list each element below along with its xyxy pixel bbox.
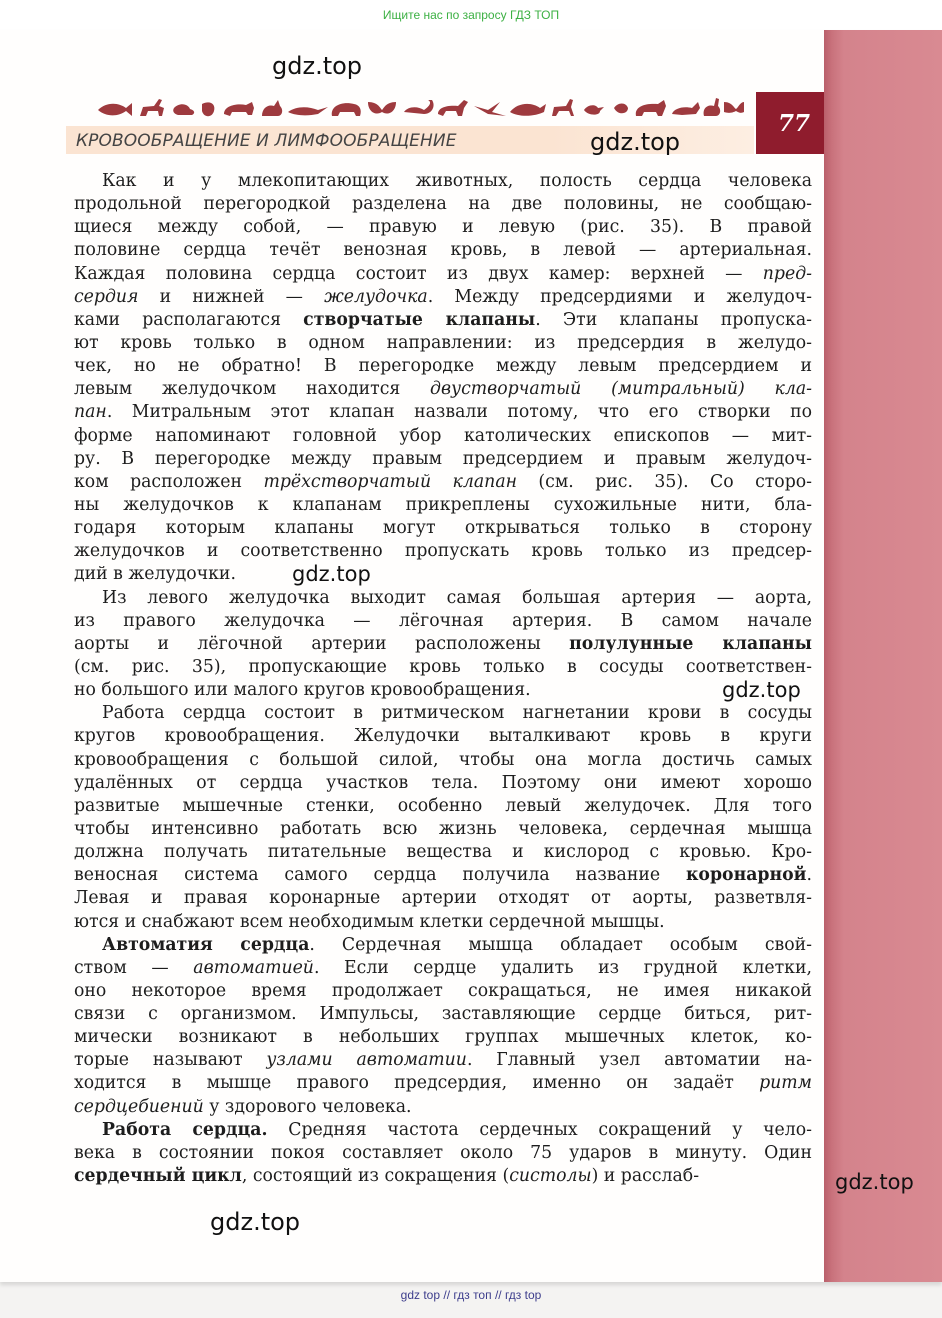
text-line bbox=[74, 378, 812, 401]
text-line bbox=[74, 286, 812, 309]
text-segment: . bbox=[806, 865, 812, 886]
text-segment: чтобы интенсивно работать всю жизнь человека, сердечная мышца bbox=[74, 818, 812, 839]
watermark: gdz.top bbox=[292, 562, 371, 586]
text-line bbox=[74, 1165, 812, 1188]
goat-icon bbox=[552, 99, 574, 116]
text-segment: ходится в мышце правого предсердия, именно он задаёт bbox=[74, 1073, 760, 1094]
text-line bbox=[74, 725, 812, 748]
text-line bbox=[74, 818, 812, 841]
text-line bbox=[74, 309, 812, 332]
beetle-icon bbox=[196, 102, 220, 116]
text-segment: ны желудочков к клапанам прикреплены сухожильные нити, бла- bbox=[74, 494, 812, 515]
bold-term: Работа сердца. bbox=[102, 1119, 268, 1140]
text-segment: половине сердца течёт венозная кровь, в левой — артериальная. bbox=[74, 240, 812, 261]
footer-link[interactable]: gdz top bbox=[400, 1288, 441, 1302]
text-segment: века в состоянии покоя составляет около 75 ударов в минуту. Один bbox=[74, 1142, 812, 1163]
horse-icon bbox=[438, 100, 468, 116]
text-segment: . Митральным этот клапан назвали потому, что его створки по bbox=[106, 402, 812, 423]
text-line bbox=[74, 355, 812, 378]
text-line bbox=[74, 1003, 812, 1026]
text-segment: мически возникают в небольших группах мышечных клеток, ко- bbox=[74, 1027, 812, 1048]
text-line bbox=[74, 1072, 812, 1095]
text-line bbox=[74, 216, 812, 239]
text-segment: Работа сердца состоит в ритмическом нагнетании крови в сосуды bbox=[102, 703, 812, 724]
animal-silhouettes-ornament bbox=[96, 94, 744, 122]
text-segment: ются и снабжают всем необходимым клетки сердечной мышцы. bbox=[74, 911, 665, 932]
bold-term: сердечный цикл bbox=[74, 1166, 242, 1187]
text-line bbox=[74, 1119, 812, 1142]
text-segment: . Сердечная мышца обладает особым свой- bbox=[309, 934, 812, 955]
section-title: КРОВООБРАЩЕНИЕ И ЛИМФООБРАЩЕНИЕ bbox=[76, 131, 457, 151]
moth-icon bbox=[724, 102, 744, 113]
text-segment: но большого или малого кругов кровообращения. bbox=[74, 680, 531, 701]
text-segment: форме напоминают головной убор католических епископов — мит- bbox=[74, 425, 812, 446]
text-segment: Каждая половина сердца состоит из двух камер: верхней — bbox=[74, 263, 763, 284]
fox-icon bbox=[672, 102, 700, 115]
lizard-icon bbox=[288, 107, 328, 115]
deer-icon bbox=[140, 99, 164, 116]
text-segment: ) и расслаб- bbox=[591, 1166, 700, 1187]
text-segment: Левая и правая коронарные артерии отходят от аорты, разветвля- bbox=[74, 888, 812, 909]
fish-icon bbox=[98, 103, 132, 116]
watermark: gdz.top bbox=[210, 1208, 301, 1236]
textbook-page bbox=[0, 30, 942, 1282]
text-segment: (см. рис. 35). Со сторо- bbox=[517, 471, 812, 492]
text-segment: желудочков и соответственно пропускать кровь только из предсер- bbox=[74, 541, 812, 562]
cat-icon bbox=[262, 100, 282, 116]
bison-icon bbox=[332, 103, 361, 116]
text-segment: продольной перегородкой разделена на две половины, не сообщаю- bbox=[74, 194, 812, 215]
text-line bbox=[74, 448, 812, 471]
watermark: gdz.top bbox=[722, 678, 801, 702]
text-line bbox=[74, 263, 812, 286]
italic-term: пред- bbox=[762, 263, 812, 284]
text-segment: . Между предсердиями и желудоч- bbox=[427, 286, 812, 307]
text-segment: Как и у млекопитающих животных, полость сердца человека bbox=[102, 171, 812, 191]
text-line bbox=[74, 795, 812, 818]
text-line bbox=[74, 702, 812, 725]
search-hint-banner: Ищите нас по запросу ГДЗ ТОП bbox=[0, 0, 942, 30]
text-segment: левым желудочком находится bbox=[74, 379, 431, 400]
text-line bbox=[74, 1142, 812, 1165]
text-segment: кровообращения с большой силой, чтобы она могла достичь самых bbox=[74, 749, 812, 770]
text-segment: торые называют bbox=[74, 1050, 267, 1071]
text-line bbox=[74, 1049, 812, 1072]
page-number: 77 bbox=[777, 110, 810, 137]
text-line bbox=[74, 1096, 812, 1119]
text-line bbox=[74, 980, 812, 1003]
text-line bbox=[74, 841, 812, 864]
text-segment: связи с организмом. Импульсы, заставляющие сердце биться, рит- bbox=[74, 1004, 812, 1025]
text-line bbox=[74, 332, 812, 355]
text-segment: оно некоторое время продолжает сокращаться, не имея никакой bbox=[74, 980, 812, 1001]
italic-term: систолы bbox=[509, 1166, 592, 1187]
text-segment: . Эти клапаны пропуска- bbox=[535, 309, 812, 330]
bold-term: полулунные клапаны bbox=[569, 633, 812, 654]
text-line bbox=[74, 864, 812, 887]
text-segment: у здорового человека. bbox=[203, 1096, 412, 1117]
text-segment: ют кровь только в одном направлении: из предсердия в желудо- bbox=[74, 332, 812, 353]
body-text bbox=[74, 170, 812, 1188]
text-segment: веносная система самого сердца получила название bbox=[74, 865, 686, 886]
dolphin-icon bbox=[510, 104, 546, 116]
hare-icon bbox=[704, 98, 721, 116]
boar-icon bbox=[224, 102, 254, 116]
bold-term: створчатые клапаны bbox=[303, 309, 536, 330]
text-line bbox=[74, 610, 812, 633]
italic-term: двустворчатый (митральный) кла- bbox=[430, 379, 812, 400]
text-segment: должна получать питательные вещества и кислород с кровью. Кро- bbox=[74, 842, 812, 863]
text-segment: ком расположен bbox=[74, 471, 264, 492]
text-segment: (см. рис. 35), пропускающие кровь только в сосуды соответствен- bbox=[74, 656, 812, 677]
footer-link[interactable]: гдз топ bbox=[453, 1288, 492, 1302]
text-segment: из правого желудочка — лёгочная артерия. В самом начале bbox=[74, 610, 812, 631]
swallow-icon bbox=[474, 102, 506, 116]
footer-separator: // bbox=[494, 1288, 502, 1302]
duck-icon bbox=[584, 105, 604, 114]
text-line bbox=[74, 540, 812, 563]
bold-term: Автоматия сердца bbox=[102, 934, 310, 955]
bold-term: коронарной bbox=[685, 865, 807, 886]
text-segment: удалённых от сердца участков тела. Поэтому они имеют хорошо bbox=[74, 772, 812, 793]
text-segment: Из левого желудочка выходит самая большая артерия — аорта, bbox=[102, 587, 812, 608]
footer-links bbox=[0, 1288, 942, 1302]
text-line bbox=[74, 494, 812, 517]
italic-term: автоматией bbox=[193, 957, 314, 978]
text-segment: годаря которым клапаны могут открываться только в сторону bbox=[74, 518, 812, 539]
italic-term: сердия bbox=[74, 286, 139, 307]
text-line bbox=[74, 1026, 812, 1049]
watermark: gdz.top bbox=[835, 1170, 914, 1194]
text-segment: чек, но не обратно! В перегородке между левым предсердием и bbox=[74, 356, 812, 377]
watermark: gdz.top bbox=[590, 128, 681, 156]
italic-term: пан bbox=[74, 402, 107, 423]
text-segment: аорты и лёгочной артерии расположены bbox=[74, 633, 570, 654]
text-segment: кругов кровообращения. Желудочки выталкивают кровь в круги bbox=[74, 726, 812, 747]
text-line bbox=[74, 934, 812, 957]
page-side-bar bbox=[824, 30, 942, 1282]
text-line bbox=[74, 887, 812, 910]
text-line bbox=[74, 563, 812, 586]
text-segment: дий в желудочки. bbox=[74, 564, 236, 585]
text-line bbox=[74, 911, 812, 934]
text-segment: и нижней — bbox=[138, 286, 325, 307]
scorpion-icon bbox=[404, 100, 434, 114]
text-segment: развитые мышечные стенки, особенно левый желудочек. Для того bbox=[74, 795, 812, 816]
text-line bbox=[74, 772, 812, 795]
text-segment: щиеся между собой, — правую и левую (рис. 35). В правой bbox=[74, 217, 812, 238]
insect-icon bbox=[612, 102, 630, 113]
text-line bbox=[74, 170, 812, 193]
text-line bbox=[74, 401, 812, 424]
footer-separator: // bbox=[443, 1288, 451, 1302]
text-segment: , состоящий из сокращения ( bbox=[241, 1166, 510, 1187]
text-segment: . Если сердце удалить из грудной клетки, bbox=[313, 957, 812, 978]
text-line bbox=[74, 587, 812, 610]
bird-icon bbox=[173, 104, 194, 115]
text-line bbox=[74, 749, 812, 772]
italic-term: узлами автоматии bbox=[266, 1050, 467, 1071]
text-line bbox=[74, 633, 812, 656]
text-line bbox=[74, 656, 812, 679]
watermark: gdz.top bbox=[272, 52, 363, 80]
text-line bbox=[74, 239, 812, 262]
text-line bbox=[74, 679, 812, 702]
bull-icon bbox=[636, 100, 666, 116]
text-segment: Средняя частота сердечных сокращений у чело- bbox=[267, 1119, 812, 1140]
italic-term: желудочка bbox=[324, 286, 428, 307]
italic-term: трёхстворчатый клапан bbox=[263, 471, 518, 492]
text-segment: ством — bbox=[74, 957, 194, 978]
text-segment: . Главный узел автоматии на- bbox=[466, 1050, 812, 1071]
text-line bbox=[74, 517, 812, 540]
text-line bbox=[74, 193, 812, 216]
butterfly-icon bbox=[368, 102, 396, 114]
footer-link[interactable]: гдз top bbox=[504, 1288, 542, 1302]
text-line bbox=[74, 471, 812, 494]
text-line bbox=[74, 957, 812, 980]
text-segment: ру. В перегородке между правым предсердием и правым желудоч- bbox=[74, 448, 812, 469]
text-line bbox=[74, 425, 812, 448]
italic-term: ритм bbox=[759, 1073, 812, 1094]
text-segment: ками располагаются bbox=[74, 309, 304, 330]
italic-term: сердцебиений bbox=[74, 1096, 204, 1117]
